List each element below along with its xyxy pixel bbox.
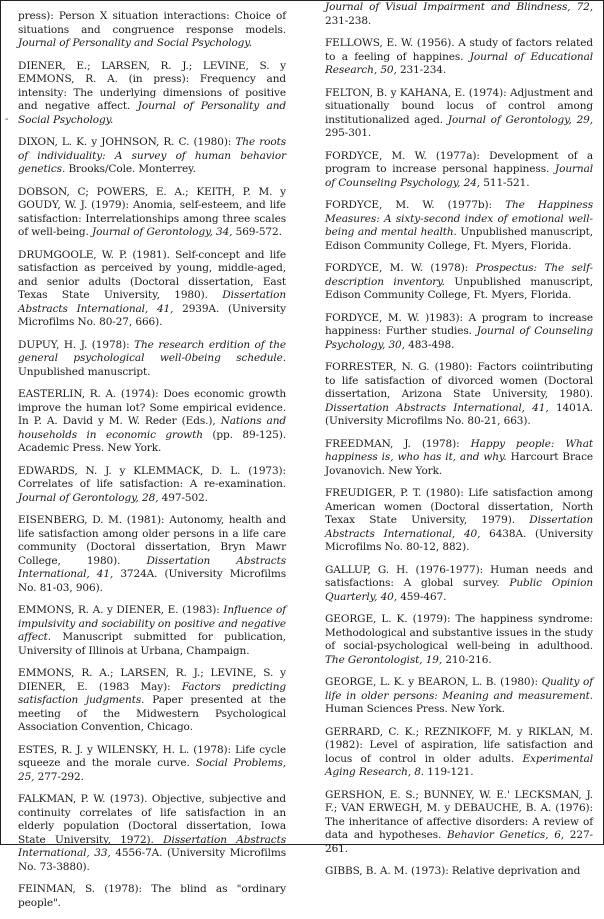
reference-source: Journal of Gerontology, 28, [18,491,159,504]
reference-entry [325,676,593,717]
reference-entry [325,312,593,353]
reference-entry [325,361,593,429]
reference-source: Quality of life in older persons: Meaning and measurement. [325,676,593,702]
reference-entry [18,60,286,128]
reference-entry [325,150,593,191]
reference-entry [18,667,286,735]
reference-text: FORDYCE, M. W. )1983): A program to increase happiness: Further studies. [325,311,593,337]
reference-source: Factors predicting satisfaction judgments. [18,680,286,706]
reference-source: Dissertation Abstracts International, 41, [18,554,287,580]
reference-entry [18,883,286,910]
reference-entry [325,438,593,479]
reference-entry [18,388,286,456]
reference-source: Journal of Visual Impairment and Blindness, 72, [325,1,593,13]
reference-source: Social Problems, 25, [18,757,286,783]
reference-text: Paper presented at the meeting of the Midwestern Psychological Association Convention, Chicago. [18,694,286,733]
reference-entry [18,136,286,177]
reference-source: The roots of individuality: A survey of human behavior genetics. [18,136,286,175]
reference-text: 1401A. (University Microfilms No. 80-21, 663). [325,401,593,427]
reference-entry [18,793,286,874]
reference-text: 3724A. (University Microfilms No. 81-03, 906). [18,568,286,594]
reference-text: GEORGE, L. K. (1979): The happiness syndrome: Methodological and substantive issues in the study of social-psychological well-being in adulthood. [325,613,593,652]
reference-source: Journal of Gerontology, 29, [447,113,593,126]
reference-source: Happy people: What happiness is, who has it, and why. [325,437,593,463]
reference-text: EDWARDS, N. J. y KLEMMACK, D. L. (1973): Correlates of life satisfaction: A re-examination. [18,464,286,490]
reference-text: FALKMAN, P. W. (1973). Objective, subjective and continuity correlates of life satisfaction in an elderly population (Doctoral dissertation, Iowa State University, 1972). [18,793,286,846]
reference-text: FORDYCE, M. W. (1978): [325,262,476,274]
reference-text: GEORGE, L. K. y BEARON, L. B. (1980): [325,676,542,688]
reference-entry [325,613,593,667]
reference-text: 210-216. [442,653,492,666]
reference-source: Journal of Counseling Psychology, 24, [325,163,593,189]
reference-entry [18,514,286,595]
reference-entry [18,604,286,658]
right-column [325,1,593,888]
reference-entry [325,37,593,78]
reference-text: 497-502. [158,491,208,504]
reference-text: FEINMAN, S. (1978): The blind as "ordinary people". [18,883,286,909]
reference-text: EMMONS, R. A.; LARSEN, R. J.; LEVINE, S. y DIENER, E. (1983 May): [18,667,286,693]
reference-text: 277-292. [34,770,84,783]
reference-source: Prospectus: The self-description inventory. [325,262,594,288]
reference-text: FORDYCE, M. W. (1977a): Development of a program to increase personal happiness. [325,149,593,175]
reference-source: Dissertation Abstracts International, 41, [325,401,549,414]
reference-source: The research erdition of the general psychological well-0being schedule. [18,338,287,364]
reference-text: press): Person X situation interactions: Choice of situations and congruence response models. [18,10,286,36]
reference-text: GALLUP, G. H. (1976-1977): Human needs and satisfactions: A global survey. [325,563,593,589]
reference-text: DIXON, L. K. y JOHNSON, R. C. (1980): [18,136,236,148]
reference-text: Manuscript submitted for publication, University of Illinois at Urbana, Champaign. [18,631,286,657]
reference-text: 295-301. [325,127,372,139]
reference-entry [325,726,593,780]
reference-text: 4556-7A. (University Microfilms No. 73-3880). [18,847,286,873]
reference-entry [18,249,286,330]
reference-source: The Happiness Measures: A sixty-second index of emotional well-being and mental health. [325,199,593,238]
reference-entry [18,339,286,380]
reference-text: 483-498. [404,338,455,351]
reference-text: EASTERLIN, R. A. (1974): Does economic growth improve the human lot? Some empirical evidence. In P. A. David y M. W. Reder (Eds.), [18,388,286,427]
reference-text: Unpublished manuscript, Edison Community College, Ft. Myers, Florida. [325,275,593,301]
reference-source: Public Opinion Quarterly, 40, [325,577,593,603]
reference-source: The Gerontologist, 19, [325,653,443,666]
reference-source: Dissertation Abstracts International, 41, [18,289,286,315]
reference-source: Nations and households in economic growth [18,415,287,441]
reference-text: Harcourt Brace Jovanovich. New York. [325,451,593,477]
reference-text: DRUMGOOLE, W. P. (1981). Self-concept and life satisfaction as perceived by young, middle-aged, and senior adults (Doctoral dissertation, East Texas State University, 1980). [18,248,286,301]
margin-mark: - [5,114,9,125]
reference-text: ESTES, R. J. y WILENSKY, H. L. (1978): Life cycle squeeze and the morale curve. [18,743,286,769]
reference-source: Journal of Personality and Social Psychology. [18,37,252,49]
reference-text: DOBSON, C; POWERS, E. A.; KEITH, P. M. y GOUDY, W. J. (1979): Anomia, self-esteem, and life satisfaction: Interrelationships among three scales of well-being. [18,185,286,238]
reference-text: Unpublished manuscript. [18,365,151,378]
reference-entry [325,865,593,879]
reference-text: Unpublished manuscript, Edison Community College, Ft. Myers, Florida. [325,226,594,252]
reference-text: 231-238. [325,14,372,27]
reference-entry [18,744,286,785]
reference-text: 2939A. (University Microfilms No. 80-27, 666). [18,302,286,328]
reference-entry [18,10,286,51]
left-column [18,1,286,919]
reference-source: Journal of Counseling Psychology, 30, [325,325,593,351]
reference-source: Dissertation Abstracts International, 33, [18,833,286,859]
reference-text: FREEDMAN, J. (1978): [325,437,471,450]
reference-entry [325,789,593,857]
reference-text: EMMONS, R. A. y DIENER, E. (1983): [18,604,224,616]
reference-text: Human Sciences Press. New York. [325,703,505,715]
reference-text: 459-467. [396,590,447,603]
reference-text: 231-234. [396,64,447,76]
reference-source: Dissertation Abstracts International, 40, [325,514,593,540]
reference-text: FREUDIGER, P. T. (1980): Life satisfaction among American women (Doctoral dissertation, North Texax State University, 1979). [325,487,593,526]
reference-source: Influence of impulsivity and sociability on positive and negative affect. [18,604,286,643]
reference-text: 227-261. [325,829,593,855]
reference-text: 569-572. [232,226,282,238]
reference-entry [18,186,286,240]
reference-text: 511-521. [480,176,530,189]
reference-text: FORDYCE, M. W. (1977b): [325,199,506,211]
reference-text: FELLOWS, E. W. (1956). A study of factors related to a feeling of happines. [325,37,593,63]
reference-entry [325,487,593,555]
reference-text: 6438A. (University Microfilms No. 80-12, 882). [325,527,593,553]
reference-text: EISENBERG, D. M. (1981): Autonomy, health and life satisfaction among older persons in a life care community (Doctoral dissertation, Bryn Mawr College, 1980). [18,514,286,567]
reference-text: GERRARD, C. K.; REZNIKOFF, M. y RIKLAN, M. (1982): Level of aspiration, life satisfaction and locus of control in older adults. [325,725,593,765]
reference-text: Brooks/Cole. Monterrey. [65,163,196,175]
reference-text: DUPUY, H. J. (1978): [18,338,135,351]
reference-source: Journal of Personality and Social Psychology. [18,100,286,126]
reference-entry [325,564,593,605]
reference-text: (pp. 89-125). Academic Press. New York. [18,428,286,454]
reference-text: FORRESTER, N. G. (1980): Factors coiintributing to life satisfaction of divorced women (Doctoral dissertation, Arizona State University, 1980). [325,361,593,400]
reference-source: Journal of Educational Research, 50, [325,50,594,76]
reference-entry [325,87,593,141]
reference-source: Experimental Aging Research, 8. [325,752,593,778]
reference-text: GERSHON, E. S.; BUNNEY, W. E.' LECKSMAN, J. F.; VAN ERWEGH, M. y DEBAUCHE, B. A. (1976): The inheritance of affective disorders: A review of data and hypotheses. [325,788,593,841]
reference-source: Journal of Gerontology, 34, [91,226,233,238]
reference-text: 119-121. [424,766,474,778]
reference-entry [18,465,286,506]
reference-text: DIENER, E.; LARSEN, R. J.; LEVINE, S. y EMMONS, R. A. (in press): Frequency and intensity: The underlying dimensions of positive and negative affect. [18,59,286,112]
reference-text: GIBBS, B. A. M. (1973): Relative deprivation and [325,865,581,877]
reference-entry [325,262,593,303]
reference-entry [325,1,593,28]
reference-entry [325,199,593,253]
reference-source: Behavior Genetics, 6, [447,829,565,841]
reference-text: FELTON, B. y KAHANA, E. (1974): Adjustment and situationally bound locus of control among institutionalized aged. [325,86,593,126]
